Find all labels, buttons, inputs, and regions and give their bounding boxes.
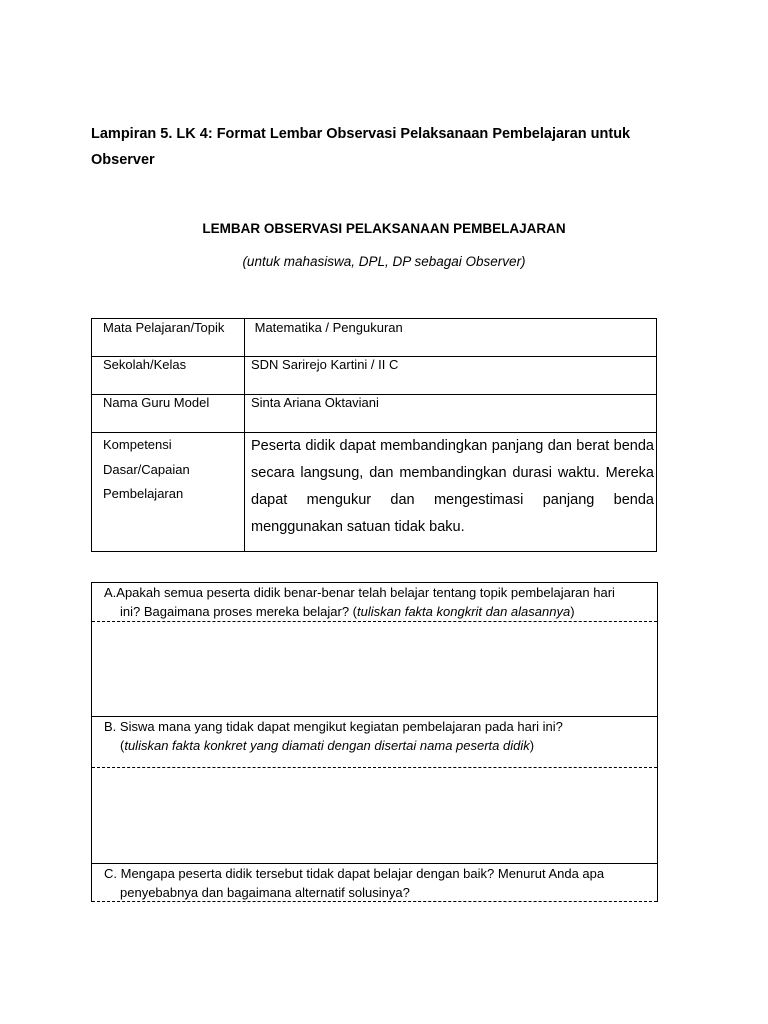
kompetensi-label: Kompetensi Dasar/Capaian Pembelajaran [103,437,190,501]
kompetensi-value: Peserta didik dapat membandingkan panjang dan berat benda secara langsung, dan membandingkan durasi waktu. Mereka dapat mengukur dan mengestimasi panjang benda menggunakan satuan tidak baku. [251,438,654,535]
mapel-value: Matematika / Pengukuran [251,320,403,335]
question-a: A.Apakah semua peserta didik benar-benar telah belajar tentang topik pembelajaran hari ini? Bagaimana proses mereka belajar? (tuliskan fakta kongkrit dan alasannya) [104,585,615,619]
question-b: B. Siswa mana yang tidak dapat mengikut kegiatan pembelajaran pada hari ini? (tuliskan fakta konkret yang diamati dengan disertai nama peserta didik) [104,719,563,753]
guru-label: Nama Guru Model [103,395,210,410]
form-title: LEMBAR OBSERVASI PELAKSANAAN PEMBELAJARAN [202,221,566,236]
guru-value: Sinta Ariana Oktaviani [251,395,379,410]
form-subtitle: (untuk mahasiswa, DPL, DP sebagai Observer) [242,254,526,269]
table-row-sekolah [92,357,657,395]
dashed-divider-c [92,901,657,902]
dashed-divider-b [92,767,657,768]
mapel-label: Mata Pelajaran/Topik [103,320,225,335]
identity-table [91,318,657,552]
table-row-guru [92,395,657,433]
table-row-kompetensi [92,433,657,552]
heading-line-2: Observer [91,152,155,168]
question-c: C. Mengapa peserta didik tersebut tidak dapat belajar dengan baik? Menurut Anda apa penyebabnya dan bagaimana alternatif solusinya? [104,866,605,900]
dashed-divider-a [92,621,657,622]
heading-line-1: Lampiran 5. LK 4: Format Lembar Observasi Pelaksanaan Pembelajaran untuk [91,126,631,142]
document-heading [91,121,691,173]
observation-questions-box [91,582,658,902]
sekolah-value: SDN Sarirejo Kartini / II C [251,357,399,372]
sekolah-label: Sekolah/Kelas [103,357,187,372]
table-row-mapel [92,319,657,357]
